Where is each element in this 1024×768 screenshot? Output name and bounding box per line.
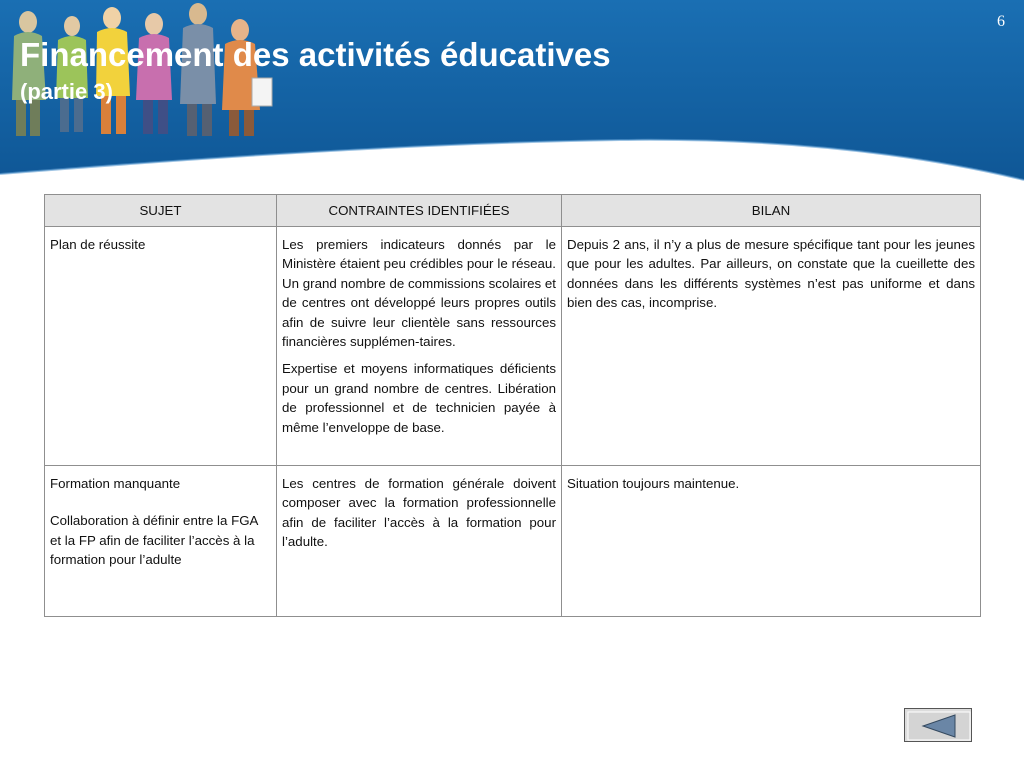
column-header-sujet: SUJET [45, 195, 277, 227]
cell-text: Collaboration à définir entre la FGA et la FP afin de faciliter l’accès à la formation pour l’adulte [50, 513, 258, 568]
back-button[interactable] [904, 708, 972, 742]
triangle-left-icon [905, 709, 973, 743]
cell-text: Situation toujours maintenue. [567, 476, 740, 491]
cell-text: Expertise et moyens informatiques déficients pour un grand nombre de centres. Libération de professionnel et de technicien payée à même l’enveloppe de base. [282, 361, 556, 435]
cell-text: Plan de réussite [50, 237, 146, 252]
table-header-row [45, 195, 981, 227]
cell-text: Formation manquante [50, 476, 181, 491]
cell-text: Les premiers indicateurs donnés par le Ministère étaient peu crédibles pour le réseau. Un grand nombre de commissions scolaires et de centres ont développé leurs propres outils afin de suivre leur clientèle sans ressources financières supplémen-taires. [282, 237, 556, 350]
column-header-bilan: BILAN [562, 195, 981, 227]
slide-title: Financement des activités éducatives [20, 36, 611, 73]
column-header-contraintes: CONTRAINTES IDENTIFIÉES [277, 195, 562, 227]
cell-text: Depuis 2 ans, il n’y a plus de mesure spécifique tant pour les jeunes que pour les adultes. Par ailleurs, on constate que la cueillette des données dans les différents systèmes n’est pas uniforme et dans bien des cas, incomprise. [567, 237, 975, 311]
cell-contraintes [277, 466, 562, 617]
cell-sujet [45, 466, 277, 617]
slide-header [0, 0, 1024, 190]
cell-bilan [562, 466, 981, 617]
table-row [45, 227, 981, 466]
table-row [45, 466, 981, 617]
slide-number: 6 [997, 13, 1005, 30]
cell-sujet [45, 227, 277, 466]
financing-table [44, 194, 981, 617]
slide-subtitle: (partie 3) [20, 79, 113, 104]
cell-text: Les centres de formation générale doivent composer avec la formation professionnelle afin de faciliter l’accès à la formation pour l’adulte. [282, 476, 556, 550]
cell-contraintes [277, 227, 562, 466]
cell-bilan [562, 227, 981, 466]
